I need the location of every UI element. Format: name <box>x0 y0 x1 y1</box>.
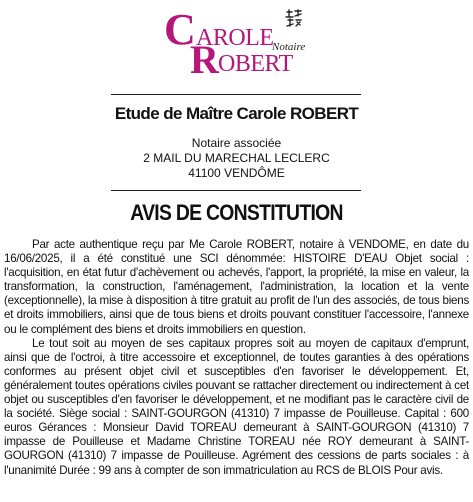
logo-text-obert: OBERT <box>218 51 293 77</box>
logo-letter-r: R <box>190 37 219 82</box>
seal-icon <box>284 8 304 28</box>
notary-logo <box>160 5 320 82</box>
address-city: 41100 VENDÔME <box>188 166 285 180</box>
notice-body <box>4 238 469 478</box>
middle-divider <box>111 190 361 191</box>
logo-letter-c: C <box>164 5 196 54</box>
address-street: 2 MAIL DU MARECHAL LECLERC <box>143 151 330 165</box>
logo-notaire-label: Notaire <box>272 41 306 53</box>
notice-paragraph-1: Par acte authentique reçu par Me Carole ROBERT, notaire à VENDOME, en date du 16/06/2025, il a été constitué une SCI dénommée: HISTOIRE D'EAU Objet social : l'acquisition, en état futur d'achèvement ou achevés, l'apport, la propriété, la mise en valeur, la transformation, la construction, l'aménagement, l'administration, la location et la vente (exceptionnelle), la mise à disposition à titre gratuit au profit de l'un des associés, de tous biens et droits immobiliers, ainsi que de tous biens et droits pouvant constituer l'accessoire, l'annexe ou le complément des biens et droits immobiliers en question. <box>4 238 469 336</box>
notice-paragraph-2: Le tout soit au moyen de ses capitaux propres soit au moyen de capitaux d'emprunt, ainsi que de l'octroi, à titre accessoire et exceptionnel, de toutes garanties à des opérations conformes au présent objet civil et susceptibles d'en favoriser le développement. Et, généralement toutes opérations civiles pouvant se rattacher directement ou indirectement à cet objet ou susceptibles d'en favoriser le développement, et ne modifiant pas le caractère civil de la société. Siège social : SAINT-GOURGON (41310) 7 impasse de Pouilleuse. Capital : 600 euros Gérances : Monsieur David TOREAU demeurant à SAINT-GOURGON (41310) 7 impasse de Pouilleuse et Madame Christine TOREAU née ROY demeurant à SAINT-GOURGON (41310) 7 impasse de Pouilleuse. Agrément des cessions de parts sociales : à l'unanimité Durée : 99 ans à compter de son immatriculation au RCS de BLOIS Pour avis. <box>4 336 469 477</box>
etude-heading: Etude de Maître Carole ROBERT <box>114 104 359 123</box>
notary-address <box>0 136 473 181</box>
top-divider <box>111 94 361 95</box>
notary-role: Notaire associée <box>191 136 282 150</box>
notice-title: AVIS DE CONSTITUTION <box>130 200 343 225</box>
logo-text-arole: AROLE <box>196 25 274 51</box>
